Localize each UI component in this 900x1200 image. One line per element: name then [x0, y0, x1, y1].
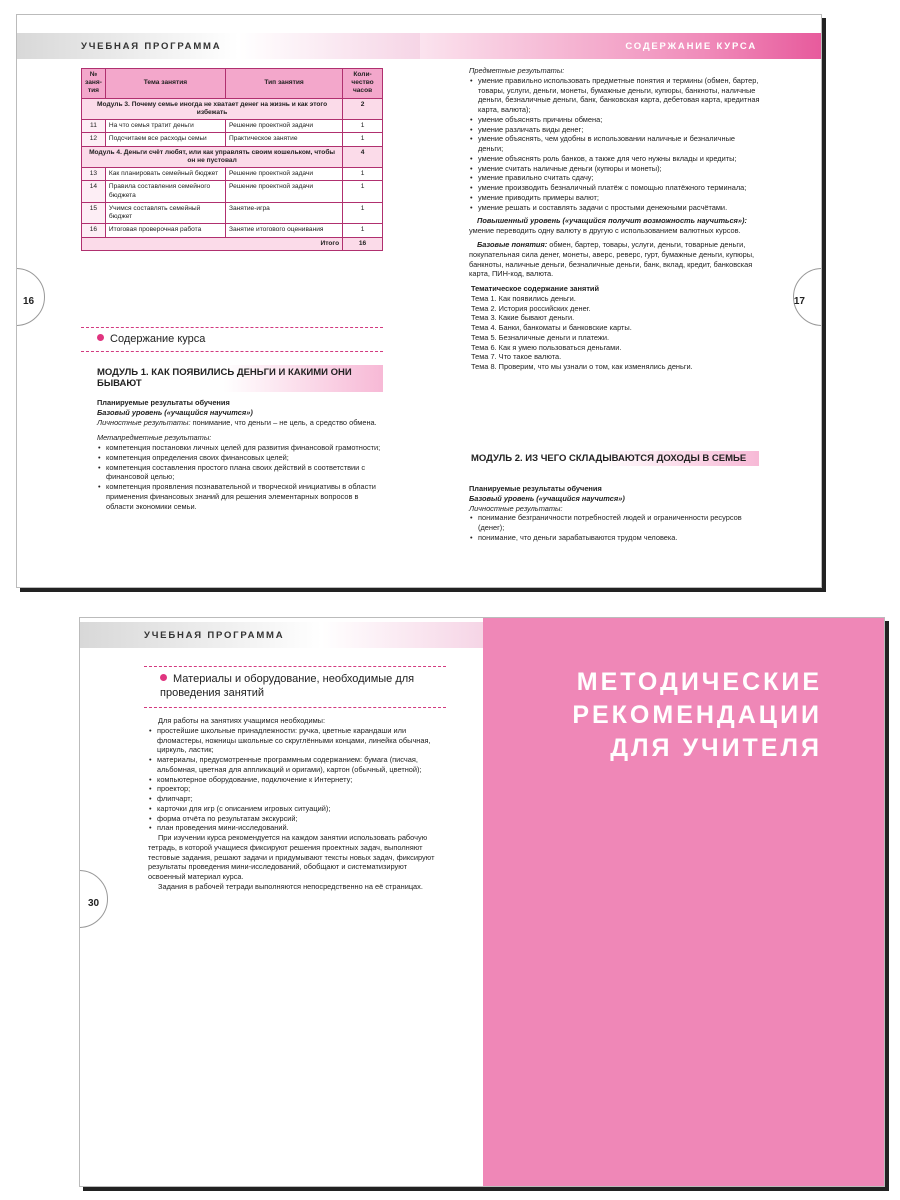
table-row	[82, 224, 383, 237]
module-title: Модуль 4. Деньги счёт любят, или как управлять своим кошельком, чтобы он не пустовал	[82, 146, 343, 167]
cell-type: Решение проектной задачи	[225, 181, 342, 202]
divider-bottom	[81, 351, 383, 352]
materials-paragraph-1: При изучении курса рекомендуется на каждом занятии использовать рабочую тетрадь, в которой учащиеся фиксируют решения проектных задач, выполняют тестовые задания, решают задачи и придумывают тексты новых задач, фиксируют результаты проведения мини-исследований, обобщают и систематизируют освоенный материал курса.	[148, 833, 435, 882]
planned-results-heading: Планируемые результаты обучения	[97, 398, 230, 407]
section-title	[97, 333, 205, 345]
module2-body	[469, 484, 761, 543]
method-title-line: РЕКОМЕНДАЦИИ	[572, 701, 822, 729]
list-item: • карточки для игр (с описанием игровых ситуаций);	[148, 804, 446, 814]
list-item: Тема 4. Банки, банкоматы и банковские карты.	[471, 323, 632, 333]
materials-section-title	[160, 672, 440, 701]
cell-hours: 1	[343, 133, 383, 146]
divider-top	[81, 327, 383, 328]
table-header-row	[82, 69, 383, 99]
header-right-text: СОДЕРЖАНИЕ КУРСА	[625, 41, 757, 52]
method-title	[572, 666, 822, 765]
list-item: • компетенция проявления познавательной и творческой инициативы в области применения финансовых знаний для решения элементарных вопросов в области экономики семьи.	[97, 482, 387, 511]
basic-level-heading: Базовый уровень («учащийся научится»)	[97, 407, 253, 417]
header-left-text: УЧЕБНАЯ ПРОГРАММА	[144, 630, 285, 641]
advanced-level	[469, 216, 761, 236]
module-hours: 2	[343, 98, 383, 119]
page-number: 30	[88, 898, 100, 909]
col-header-topic: Тема занятия	[105, 69, 225, 99]
list-item: • компетенция постановки личных целей для развития финансовой грамотности;	[97, 443, 387, 453]
header-bar-right	[420, 33, 822, 59]
cell-hours: 1	[343, 168, 383, 181]
bullet-dot-icon	[97, 334, 104, 341]
list-item: • умение объяснять причины обмена;	[469, 115, 761, 125]
list-item: • понимание, что деньги зарабатываются трудом человека.	[469, 533, 761, 543]
section-title-text: Содержание курса	[110, 333, 206, 345]
cell-type: Занятие итогового оценивания	[225, 224, 342, 237]
table-module-row	[82, 146, 383, 167]
table-total-row	[82, 237, 383, 250]
cell-num: 15	[82, 202, 106, 223]
cell-type: Решение проектной задачи	[225, 120, 342, 133]
basic-concepts-text: обмен, бартер, товары, услуги, деньги, товарные деньги, покупательная сила денег, монеты, аверс, реверс, гурт, бумажные деньги, купюры, банкноты, наличные деньги, безналичные деньги, банк, вклад, кредит, банковская карта, ПИН-код, валюта.	[469, 240, 755, 279]
cell-hours: 1	[343, 224, 383, 237]
cell-hours: 1	[343, 181, 383, 202]
personal-text: понимание, что деньги – не цель, а средство обмена.	[190, 417, 377, 427]
list-item: Тема 5. Безналичные деньги и платежи.	[471, 332, 610, 342]
cell-topic: Учимся составлять семейный бюджет	[105, 202, 225, 223]
cell-num: 11	[82, 120, 106, 133]
list-item: • умение приводить примеры валют;	[469, 193, 761, 203]
basic-concepts	[469, 240, 761, 279]
personal-results	[97, 418, 387, 428]
total-hours: 16	[343, 237, 383, 250]
materials-list	[148, 726, 446, 833]
list-item: • материалы, предусмотренные программным содержанием: бумага (писчая, альбомная, цветная для аппликаций и оригами), картон (обычный, цветной);	[148, 755, 446, 775]
advanced-label: Повышенный уровень («учащийся получит возможность научиться»):	[477, 216, 747, 226]
thematic-heading: Тематическое содержание занятий	[471, 284, 600, 294]
table-row	[82, 168, 383, 181]
list-item: Тема 6. Как я умею пользоваться деньгами.	[471, 342, 622, 352]
page-number-left: 16	[23, 296, 35, 307]
right-page-body	[469, 66, 761, 372]
page-number-right: 17	[793, 296, 805, 307]
cell-topic: Итоговая проверочная работа	[105, 224, 225, 237]
divider-top	[144, 666, 446, 667]
module2-heading: МОДУЛЬ 2. ИЗ ЧЕГО СКЛАДЫВАЮТСЯ ДОХОДЫ В СЕМЬЕ	[467, 451, 759, 466]
list-item: • умение производить безналичный платёж с помощью платёжного терминала;	[469, 183, 761, 193]
basic-concepts-label: Базовые понятия:	[477, 240, 548, 250]
materials-section-title-text: Материалы и оборудование, необходимые для проведения занятий	[160, 673, 415, 700]
personal-label-2: Личностные результаты:	[469, 503, 563, 513]
list-item: • понимание безграничности потребностей людей и ограниченности ресурсов (денег);	[469, 513, 761, 533]
method-title-line: ДЛЯ УЧИТЕЛЯ	[610, 734, 822, 762]
cell-num: 12	[82, 133, 106, 146]
list-item: • компьютерное оборудование, подключение к Интернету;	[148, 775, 446, 785]
list-item: • умение решать и составлять задачи с простыми денежными расчётами.	[469, 203, 761, 213]
basic-level-heading-2: Базовый уровень («учащийся научится»)	[469, 493, 625, 503]
list-item: • простейшие школьные принадлежности: ручка, цветные карандаши или фломастеры, ножницы школьные со скруглёнными концами, линейка обычная, циркуль, ластик;	[148, 726, 446, 755]
col-header-type: Тип занятия	[225, 69, 342, 99]
module-title: Модуль 3. Почему семье иногда не хватает денег на жизнь и как этого избежать	[82, 98, 343, 119]
bullet-dot-icon	[160, 674, 167, 681]
cell-topic: На что семья тратит деньги	[105, 120, 225, 133]
cell-num: 16	[82, 224, 106, 237]
cell-type: Решение проектной задачи	[225, 168, 342, 181]
meta-label: Метапредметные результаты:	[97, 433, 212, 443]
personal-label: Личностные результаты:	[97, 417, 191, 427]
list-item: • план проведения мини-исследований.	[148, 823, 446, 833]
list-item: • форма отчёта по результатам экскурсий;	[148, 814, 446, 824]
table-row	[82, 120, 383, 133]
col-header-hours: Коли-чество часов	[343, 69, 383, 99]
cell-type: Практическое занятие	[225, 133, 342, 146]
header-bar-left	[80, 622, 483, 648]
list-item: • умение объяснять, чем удобны в использовании наличные и безналичные деньги;	[469, 134, 761, 154]
pink-title-panel	[483, 618, 885, 1187]
materials-paragraph-2: Задания в рабочей тетради выполняются непосредственно на её страницах.	[158, 882, 423, 892]
cell-type: Занятие-игра	[225, 202, 342, 223]
subject-label: Предметные результаты:	[469, 66, 565, 75]
meta-list	[97, 443, 387, 511]
personal-list-2	[469, 513, 761, 542]
list-item: • умение объяснять роль банков, а также для чего нужны вклады и кредиты;	[469, 154, 761, 164]
method-title-line: МЕТОДИЧЕСКИЕ	[576, 668, 822, 696]
cell-topic: Правила составления семейного бюджета	[105, 181, 225, 202]
bottom-spread	[79, 617, 885, 1187]
list-item: • умение различать виды денег;	[469, 125, 761, 135]
themes-list	[469, 294, 761, 372]
list-item: • умение правильно использовать предметные понятия и термины (обмен, бартер, товары, услуги, деньги, монеты, бумажные деньги, купюры, банкноты, наличные деньги, безналичные деньги, банк, банковская карта, дебетовая карта, кредитная карта, валюта);	[469, 76, 761, 115]
list-item: Тема 2. История российских денег.	[471, 303, 591, 313]
list-item: • компетенция составления простого плана своих действий в соответствии с финансовой целью;	[97, 463, 387, 483]
cell-num: 13	[82, 168, 106, 181]
list-item: • флипчарт;	[148, 794, 446, 804]
table-row	[82, 181, 383, 202]
table-module-row	[82, 98, 383, 119]
list-item: • проектор;	[148, 784, 446, 794]
divider-bottom	[144, 707, 446, 708]
module1-heading: МОДУЛЬ 1. КАК ПОЯВИЛИСЬ ДЕНЬГИ И КАКИМИ ОНИ БЫВАЮТ	[93, 365, 383, 392]
col-header-num: № заня-тия	[82, 69, 106, 99]
list-item: • умение правильно считать сдачу;	[469, 173, 761, 183]
subject-list	[469, 76, 761, 213]
planned-results-heading-2: Планируемые результаты обучения	[469, 484, 602, 493]
list-item: • компетенция определения своих финансовых целей;	[97, 453, 387, 463]
module-hours: 4	[343, 146, 383, 167]
materials-body	[148, 716, 446, 892]
list-item: Тема 1. Как появились деньги.	[471, 293, 576, 303]
cell-topic: Как планировать семейный бюджет	[105, 168, 225, 181]
list-item: • умение считать наличные деньги (купюры и монеты);	[469, 164, 761, 174]
table-row	[82, 133, 383, 146]
header-left-text: УЧЕБНАЯ ПРОГРАММА	[81, 41, 222, 52]
top-spread	[16, 14, 822, 588]
list-item: Тема 3. Какие бывают деньги.	[471, 313, 575, 323]
cell-topic: Подсчитаем все расходы семьи	[105, 133, 225, 146]
cell-num: 14	[82, 181, 106, 202]
materials-intro: Для работы на занятиях учащимся необходимы:	[158, 716, 326, 725]
advanced-text: умение переводить одну валюту в другую с использованием валютных курсов.	[469, 226, 741, 236]
table-row	[82, 202, 383, 223]
header-bar-left	[17, 33, 420, 59]
cell-hours: 1	[343, 202, 383, 223]
module1-body	[97, 398, 387, 511]
list-item: Тема 8. Проверим, что мы узнали о том, как изменялись деньги.	[471, 362, 693, 372]
lesson-table	[81, 68, 383, 251]
cell-hours: 1	[343, 120, 383, 133]
total-label: Итого	[82, 237, 343, 250]
list-item: Тема 7. Что такое валюта.	[471, 352, 562, 362]
